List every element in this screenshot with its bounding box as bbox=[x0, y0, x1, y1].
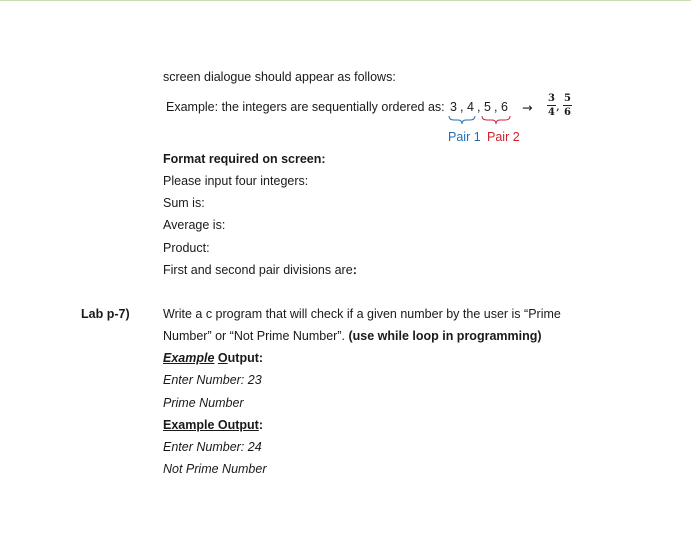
format-line: Average is: bbox=[163, 218, 226, 232]
fraction-denominator: 6 bbox=[564, 107, 571, 118]
digit: 4 bbox=[467, 100, 474, 114]
comma: , bbox=[477, 100, 481, 114]
digit: 3 bbox=[450, 100, 457, 114]
lab-description-plain: Number” or “Not Prime Number”. bbox=[163, 329, 345, 343]
heading-part: utput bbox=[227, 351, 259, 365]
lab-description-bold: (use while loop in programming) bbox=[348, 329, 542, 343]
fraction-denominator: 4 bbox=[548, 107, 555, 118]
example-result-1: Prime Number bbox=[163, 396, 244, 410]
example-input-2: Enter Number: 24 bbox=[163, 440, 262, 454]
fraction-3-4 bbox=[547, 93, 556, 118]
lab-label: Lab p-7) bbox=[81, 307, 130, 321]
heading-part: Example bbox=[163, 351, 215, 365]
fraction-bar bbox=[563, 105, 572, 106]
format-line: Please input four integers: bbox=[163, 174, 309, 188]
digit: 5 bbox=[484, 100, 491, 114]
fraction-bar bbox=[547, 105, 556, 106]
pair2-label: Pair 2 bbox=[487, 130, 520, 144]
example-result-2: Not Prime Number bbox=[163, 462, 267, 476]
heading-part: Example Output bbox=[163, 418, 259, 432]
lab-description-line1: Write a c program that will check if a given number by the user is “Prime bbox=[163, 307, 561, 321]
format-line: Product: bbox=[163, 241, 210, 255]
format-heading: Format required on screen: bbox=[163, 152, 326, 166]
fraction-numerator: 5 bbox=[564, 93, 571, 104]
fraction-separator: ’ bbox=[556, 108, 560, 119]
format-line-colon: : bbox=[352, 263, 357, 277]
pair1-label: Pair 1 bbox=[448, 130, 481, 144]
pair-braces bbox=[446, 114, 516, 128]
intro-line: screen dialogue should appear as follows: bbox=[163, 70, 396, 84]
digit: 6 bbox=[501, 100, 508, 114]
example-output-heading-2 bbox=[163, 418, 263, 433]
pair1-brace bbox=[449, 116, 475, 124]
heading-colon: : bbox=[258, 418, 264, 432]
heading-part: O bbox=[217, 351, 228, 365]
fraction-5-6 bbox=[563, 93, 572, 118]
example-output-heading-1 bbox=[163, 351, 263, 366]
fraction-numerator: 3 bbox=[548, 93, 555, 104]
comma: , bbox=[494, 100, 498, 114]
example-input-1: Enter Number: 23 bbox=[163, 373, 262, 387]
format-line-text: First and second pair divisions are bbox=[163, 263, 353, 277]
arrow-icon: → bbox=[522, 100, 533, 115]
pair2-brace bbox=[482, 116, 510, 124]
format-line-last bbox=[163, 263, 357, 278]
lab-description-line2 bbox=[163, 329, 542, 344]
example-label: Example: the integers are sequentially ordered as: bbox=[166, 100, 445, 114]
format-line: Sum is: bbox=[163, 196, 205, 210]
comma: , bbox=[460, 100, 464, 114]
top-divider bbox=[0, 0, 691, 1]
heading-colon: : bbox=[258, 351, 264, 365]
